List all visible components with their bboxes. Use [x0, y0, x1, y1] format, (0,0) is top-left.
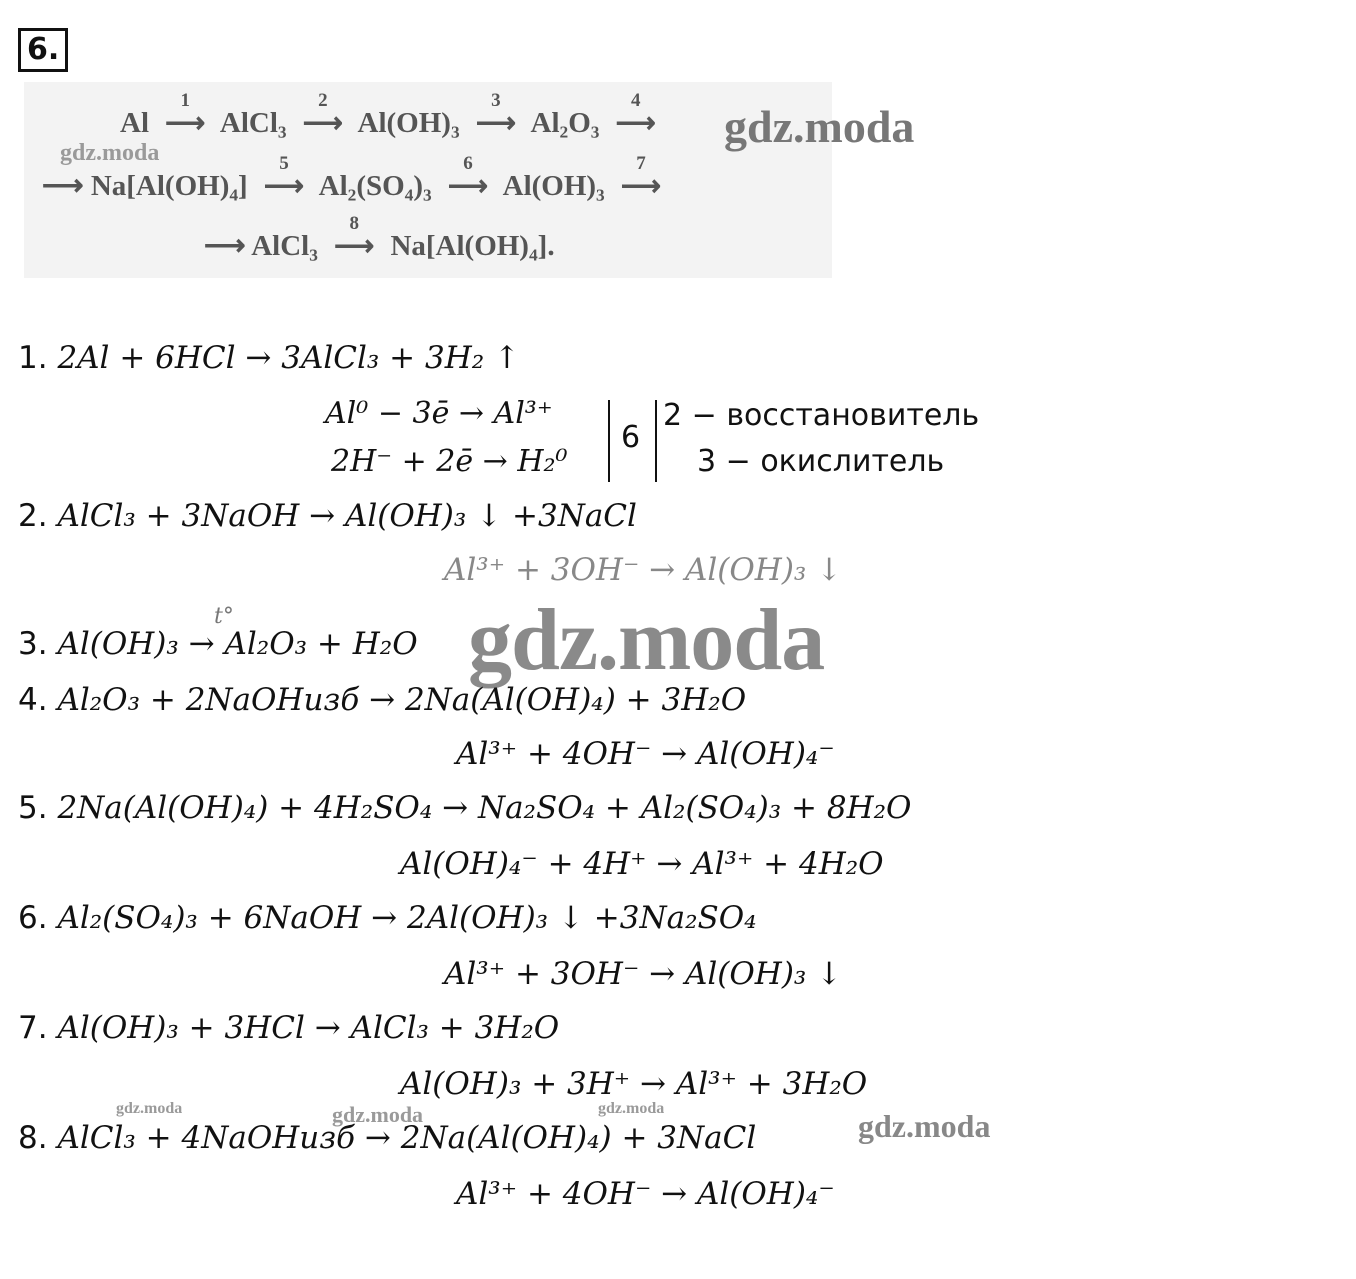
scheme-arrow: 2 ⟶ [302, 90, 343, 139]
scheme-arrow-lead: ⟶ [42, 170, 91, 202]
watermark: gdz.moda [332, 1102, 424, 1127]
ionic-equation-7: Al(OH)₃ + 3H⁺ → Al³⁺ + 3H₂O [400, 1066, 868, 1102]
equation-3: 3. Al(OH)₃ → Al₂O₃ + H₂O [18, 626, 418, 662]
watermark: gdz.moda [116, 1100, 183, 1117]
scheme-arrow: 3 ⟶ [475, 90, 516, 139]
watermark: gdz.moda [724, 101, 915, 152]
task-number-box: 6. [18, 28, 68, 72]
scheme-substance: Na[Al(OH)₄] [90, 170, 248, 202]
balance-divider [655, 400, 657, 482]
ionic-equation-5: Al(OH)₄⁻ + 4H⁺ → Al³⁺ + 4H₂O [400, 846, 884, 882]
scheme-line-1 [120, 90, 665, 140]
equation-1 [18, 340, 520, 376]
equation-7: 7. Al(OH)₃ + 3HCl → AlCl₃ + 3H₂O [18, 1010, 560, 1046]
balance-lcm: 6 [621, 420, 641, 455]
scheme-arrow: 4 ⟶ [615, 90, 656, 139]
scheme-arrow-lead: ⟶ [204, 230, 252, 262]
equation-8: 8. AlCl₃ + 4NaOHизб → 2Na(Al(OH)₄) + 3NaCl [18, 1120, 757, 1156]
balance-role-2: 3 − окислитель [697, 444, 945, 479]
scheme-substance: AlCl₃ [219, 107, 287, 139]
scheme-arrow: 1 ⟶ [165, 90, 206, 139]
scheme-substance: Al [120, 107, 149, 139]
scheme-substance: Al(OH)₃ [502, 170, 605, 202]
scheme-arrow: 6 ⟶ [447, 153, 489, 202]
watermark: gdz.moda [60, 140, 160, 166]
scheme-substance: AlCl₃ [251, 230, 318, 262]
equation-formula: 2Al + 6HCl → 3AlCl₃ + 3H₂ ↑ [57, 340, 521, 376]
ionic-equation-4: Al³⁺ + 4OH⁻ → Al(OH)₄⁻ [456, 736, 835, 772]
watermark: gdz.moda [858, 1108, 991, 1144]
scheme-substance: Al₂(SO₄)₃ [318, 170, 432, 202]
watermark: gdz.moda [598, 1100, 665, 1117]
half-reaction-reduction: 2H⁻ + 2ē → H₂⁰ [331, 444, 568, 479]
scheme-substance: Al₂O₃ [530, 107, 600, 139]
equation-5: 5. 2Na(Al(OH)₄) + 4H₂SO₄ → Na₂SO₄ + Al₂(SO₄)₃ + 8H₂O [18, 790, 912, 826]
equation-number: 1. [18, 340, 48, 376]
electron-balance [325, 396, 1045, 486]
equation-2: 2. AlCl₃ + 3NaOH → Al(OH)₃ ↓ +3NaCl [18, 498, 637, 534]
scheme-arrow: 5 ⟶ [263, 153, 305, 202]
half-reaction-oxidation: Al⁰ − 3ē → Al³⁺ [325, 396, 553, 431]
equation-4: 4. Al₂O₃ + 2NaOHизб → 2Na(Al(OH)₄) + 3H₂O [18, 682, 747, 718]
reaction-scheme [24, 82, 832, 278]
balance-role-1: 2 − восстановитель [663, 398, 980, 433]
scheme-substance: Na[Al(OH)₄]. [390, 230, 555, 262]
ionic-equation-2: Al³⁺ + 3OH⁻ → Al(OH)₃ ↓ [444, 552, 843, 588]
balance-divider [608, 400, 610, 482]
reaction-condition: t° [214, 604, 234, 629]
scheme-substance: Al(OH)₃ [357, 107, 460, 139]
watermark-large: gdz.moda [468, 592, 825, 689]
task-number [18, 28, 68, 72]
scheme-line-3 [204, 213, 555, 263]
equation-6: 6. Al₂(SO₄)₃ + 6NaOH → 2Al(OH)₃ ↓ +3Na₂SO₄ [18, 900, 757, 936]
ionic-equation-6: Al³⁺ + 3OH⁻ → Al(OH)₃ ↓ [444, 956, 843, 992]
scheme-arrow: 8 ⟶ [334, 213, 375, 262]
ionic-equation-8: Al³⁺ + 4OH⁻ → Al(OH)₄⁻ [456, 1176, 835, 1212]
scheme-arrow: 7 ⟶ [620, 153, 662, 202]
